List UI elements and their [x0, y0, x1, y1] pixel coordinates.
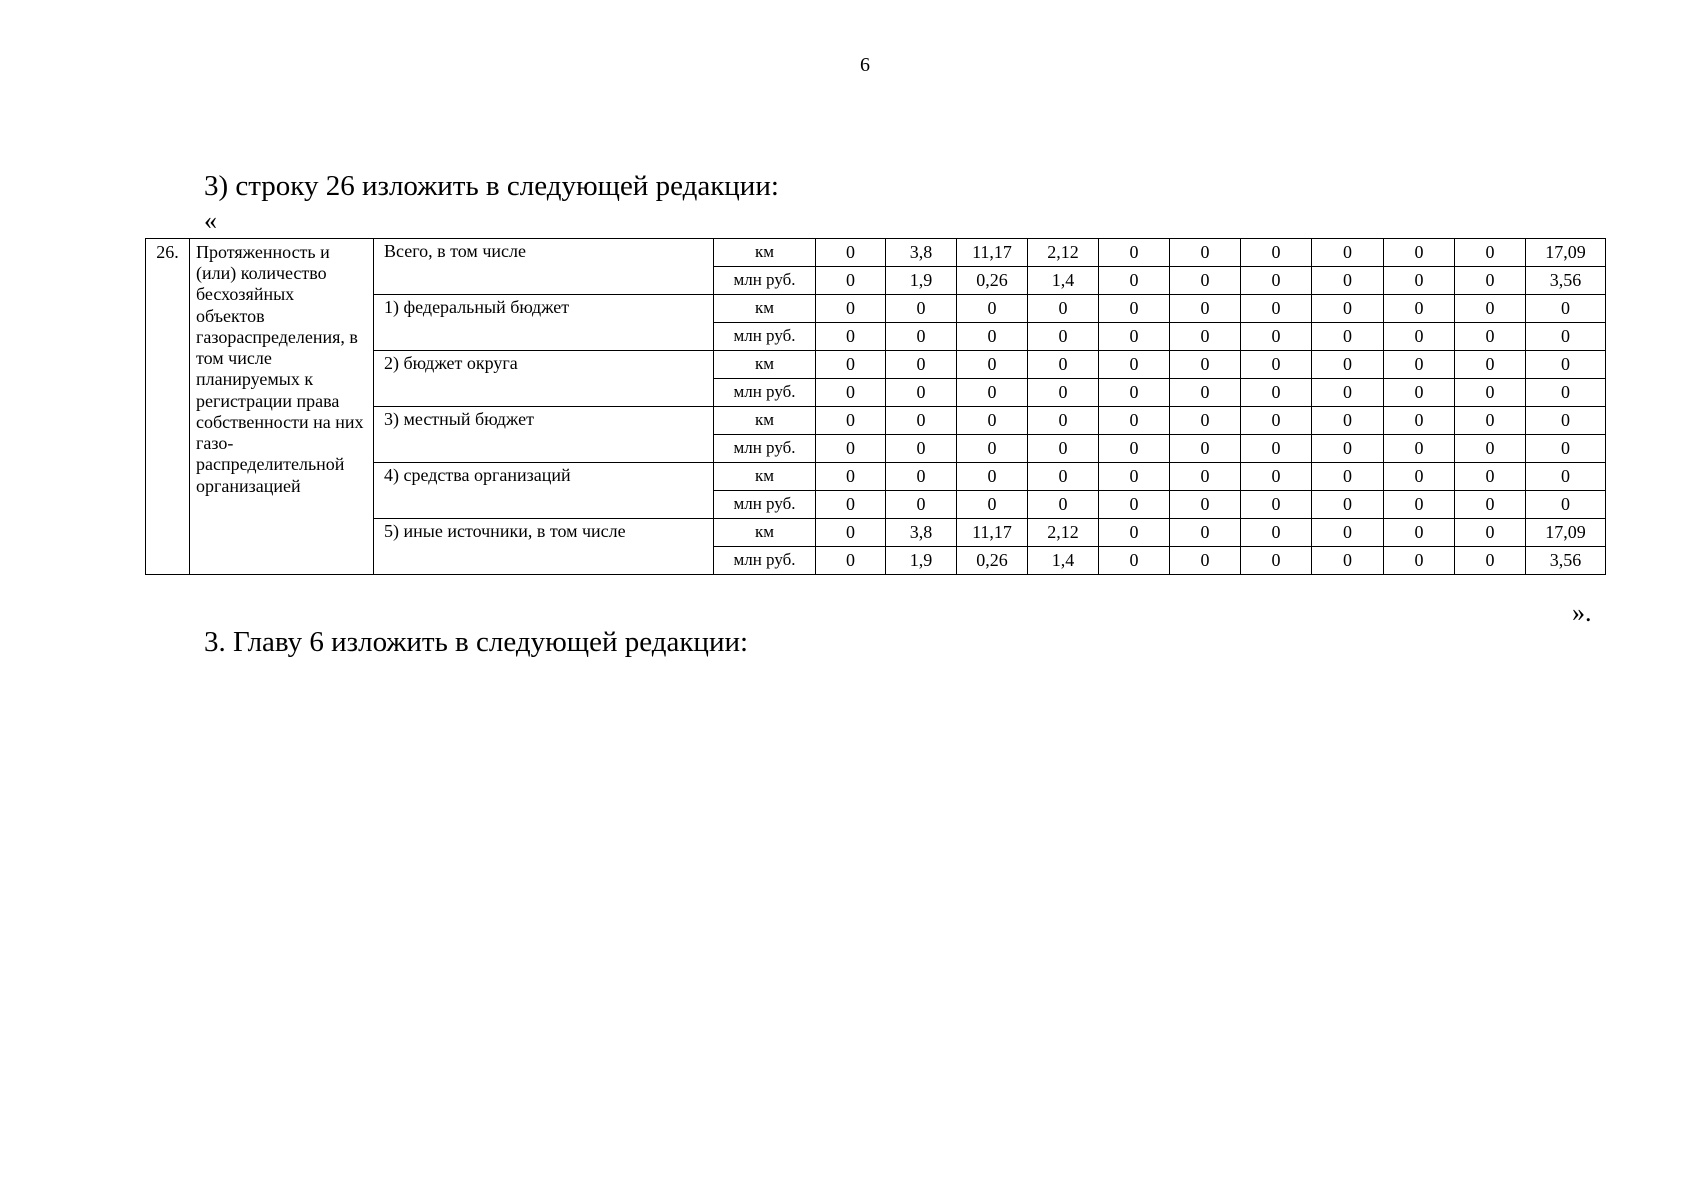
value-cell: 0: [816, 295, 886, 323]
total-value-cell: 3,56: [1526, 547, 1606, 575]
value-cell: 0: [957, 295, 1028, 323]
value-cell: 0: [816, 239, 886, 267]
value-cell: 0: [1028, 323, 1099, 351]
value-cell: 0: [816, 267, 886, 295]
value-cell: 0: [1241, 519, 1312, 547]
value-cell: 0: [1384, 351, 1455, 379]
value-cell: 0: [1384, 379, 1455, 407]
value-cell: 0: [1241, 407, 1312, 435]
value-cell: 0: [1455, 435, 1526, 463]
value-cell: 0: [886, 379, 957, 407]
total-value-cell: 0: [1526, 435, 1606, 463]
value-cell: 0: [1455, 295, 1526, 323]
value-cell: 0: [1384, 295, 1455, 323]
funding-source-cell: 3) местный бюджет: [374, 407, 714, 463]
value-cell: 0: [957, 407, 1028, 435]
value-cell: 0: [1384, 323, 1455, 351]
unit-cell: км: [714, 351, 816, 379]
funding-source-cell: 5) иные источники, в том числе: [374, 519, 714, 575]
value-cell: 0: [816, 407, 886, 435]
value-cell: 0: [1312, 323, 1384, 351]
value-cell: 0: [1099, 295, 1170, 323]
unit-cell: км: [714, 463, 816, 491]
value-cell: 0: [1312, 351, 1384, 379]
value-cell: 0: [1384, 547, 1455, 575]
value-cell: 0: [1312, 295, 1384, 323]
total-value-cell: 17,09: [1526, 519, 1606, 547]
value-cell: 0: [957, 379, 1028, 407]
value-cell: 0: [1099, 435, 1170, 463]
value-cell: 1,4: [1028, 267, 1099, 295]
value-cell: 0: [1099, 407, 1170, 435]
value-cell: 0: [1312, 407, 1384, 435]
unit-cell: км: [714, 239, 816, 267]
value-cell: 2,12: [1028, 519, 1099, 547]
value-cell: 0: [816, 435, 886, 463]
value-cell: 0: [1241, 267, 1312, 295]
value-cell: 0: [1312, 463, 1384, 491]
value-cell: 0: [1028, 295, 1099, 323]
value-cell: 0: [1312, 547, 1384, 575]
total-value-cell: 0: [1526, 407, 1606, 435]
value-cell: 0: [1312, 239, 1384, 267]
value-cell: 0: [1241, 379, 1312, 407]
value-cell: 0,26: [957, 267, 1028, 295]
value-cell: 0: [1241, 491, 1312, 519]
unit-cell: км: [714, 295, 816, 323]
total-value-cell: 17,09: [1526, 239, 1606, 267]
value-cell: 0: [1455, 239, 1526, 267]
value-cell: 0: [1099, 463, 1170, 491]
value-cell: 0: [1241, 323, 1312, 351]
value-cell: 0: [1170, 547, 1241, 575]
funding-source-cell: Всего, в том числе: [374, 239, 714, 295]
value-cell: 0: [1099, 519, 1170, 547]
value-cell: 0: [1099, 267, 1170, 295]
value-cell: 0: [1384, 463, 1455, 491]
value-cell: 0: [1028, 379, 1099, 407]
value-cell: 2,12: [1028, 239, 1099, 267]
indicator-name-cell: Протяженность и (или) количество бесхозяйных объектов газораспределения, в том числе планируемых к регистрации права собственности на них газо-распределительной организацией: [190, 239, 374, 575]
unit-cell: км: [714, 407, 816, 435]
value-cell: 0: [816, 491, 886, 519]
value-cell: 0: [1455, 379, 1526, 407]
value-cell: 0: [886, 351, 957, 379]
value-cell: 0: [1384, 519, 1455, 547]
unit-cell: млн руб.: [714, 379, 816, 407]
value-cell: 0: [1099, 323, 1170, 351]
value-cell: 0: [1028, 491, 1099, 519]
total-value-cell: 0: [1526, 295, 1606, 323]
value-cell: 0: [816, 547, 886, 575]
value-cell: 1,9: [886, 267, 957, 295]
value-cell: 0: [1170, 491, 1241, 519]
value-cell: 0: [1384, 491, 1455, 519]
value-cell: 0: [816, 463, 886, 491]
value-cell: 0: [1170, 351, 1241, 379]
value-cell: 0: [1241, 239, 1312, 267]
value-cell: 0: [1170, 267, 1241, 295]
value-cell: 0: [886, 463, 957, 491]
value-cell: 0: [1312, 379, 1384, 407]
value-cell: 0: [1455, 323, 1526, 351]
value-cell: 0: [886, 295, 957, 323]
page-number: 6: [860, 54, 870, 76]
value-cell: 0: [886, 491, 957, 519]
value-cell: 1,9: [886, 547, 957, 575]
value-cell: 0: [1099, 351, 1170, 379]
value-cell: 0: [1170, 407, 1241, 435]
funding-source-cell: 1) федеральный бюджет: [374, 295, 714, 351]
row-number-cell: 26.: [146, 239, 190, 575]
value-cell: 0: [1455, 267, 1526, 295]
financing-table: [145, 238, 1606, 575]
value-cell: 0: [957, 491, 1028, 519]
value-cell: 0: [816, 351, 886, 379]
value-cell: 0: [1099, 491, 1170, 519]
total-value-cell: 0: [1526, 379, 1606, 407]
value-cell: 0: [1170, 239, 1241, 267]
value-cell: 0: [1170, 295, 1241, 323]
value-cell: 0: [957, 435, 1028, 463]
total-value-cell: 3,56: [1526, 267, 1606, 295]
value-cell: 0: [1455, 491, 1526, 519]
value-cell: 0: [1312, 519, 1384, 547]
value-cell: 0: [1170, 463, 1241, 491]
value-cell: 0: [1455, 547, 1526, 575]
value-cell: 0: [1170, 379, 1241, 407]
value-cell: 0: [1455, 351, 1526, 379]
value-cell: 1,4: [1028, 547, 1099, 575]
value-cell: 0: [1455, 463, 1526, 491]
value-cell: 0: [1384, 267, 1455, 295]
value-cell: 0: [1170, 519, 1241, 547]
total-value-cell: 0: [1526, 351, 1606, 379]
value-cell: 0: [1455, 407, 1526, 435]
value-cell: 0: [1028, 407, 1099, 435]
value-cell: 0: [1241, 547, 1312, 575]
value-cell: 0: [957, 323, 1028, 351]
value-cell: 0: [957, 351, 1028, 379]
value-cell: 0: [1384, 435, 1455, 463]
value-cell: 0: [1099, 239, 1170, 267]
value-cell: 0: [1028, 463, 1099, 491]
chapter-heading: 3. Главу 6 изложить в следующей редакции:: [204, 626, 749, 658]
value-cell: 0: [1384, 239, 1455, 267]
value-cell: 0: [1170, 323, 1241, 351]
value-cell: 0: [816, 519, 886, 547]
value-cell: 0: [1455, 519, 1526, 547]
value-cell: 0: [886, 323, 957, 351]
value-cell: 0: [1312, 435, 1384, 463]
value-cell: 0: [1028, 351, 1099, 379]
unit-cell: км: [714, 519, 816, 547]
value-cell: 0: [1384, 407, 1455, 435]
value-cell: 0: [816, 323, 886, 351]
value-cell: 11,17: [957, 239, 1028, 267]
value-cell: 0: [1241, 463, 1312, 491]
value-cell: 0: [1312, 267, 1384, 295]
value-cell: 3,8: [886, 519, 957, 547]
value-cell: 0: [816, 379, 886, 407]
unit-cell: млн руб.: [714, 491, 816, 519]
opening-quote: «: [204, 206, 217, 235]
closing-quote: ».: [1572, 598, 1592, 627]
unit-cell: млн руб.: [714, 547, 816, 575]
value-cell: 3,8: [886, 239, 957, 267]
value-cell: 0: [886, 407, 957, 435]
total-value-cell: 0: [1526, 491, 1606, 519]
value-cell: 11,17: [957, 519, 1028, 547]
value-cell: 0: [1241, 351, 1312, 379]
funding-source-cell: 2) бюджет округа: [374, 351, 714, 407]
unit-cell: млн руб.: [714, 323, 816, 351]
value-cell: 0: [1241, 295, 1312, 323]
total-value-cell: 0: [1526, 463, 1606, 491]
value-cell: 0: [1099, 547, 1170, 575]
value-cell: 0: [1099, 379, 1170, 407]
value-cell: 0: [886, 435, 957, 463]
value-cell: 0,26: [957, 547, 1028, 575]
unit-cell: млн руб.: [714, 267, 816, 295]
value-cell: 0: [1241, 435, 1312, 463]
value-cell: 0: [1312, 491, 1384, 519]
amendment-heading: 3) строку 26 изложить в следующей редакции:: [204, 170, 779, 202]
total-value-cell: 0: [1526, 323, 1606, 351]
unit-cell: млн руб.: [714, 435, 816, 463]
funding-source-cell: 4) средства организаций: [374, 463, 714, 519]
value-cell: 0: [1028, 435, 1099, 463]
table-row: [146, 239, 1606, 267]
value-cell: 0: [957, 463, 1028, 491]
value-cell: 0: [1170, 435, 1241, 463]
